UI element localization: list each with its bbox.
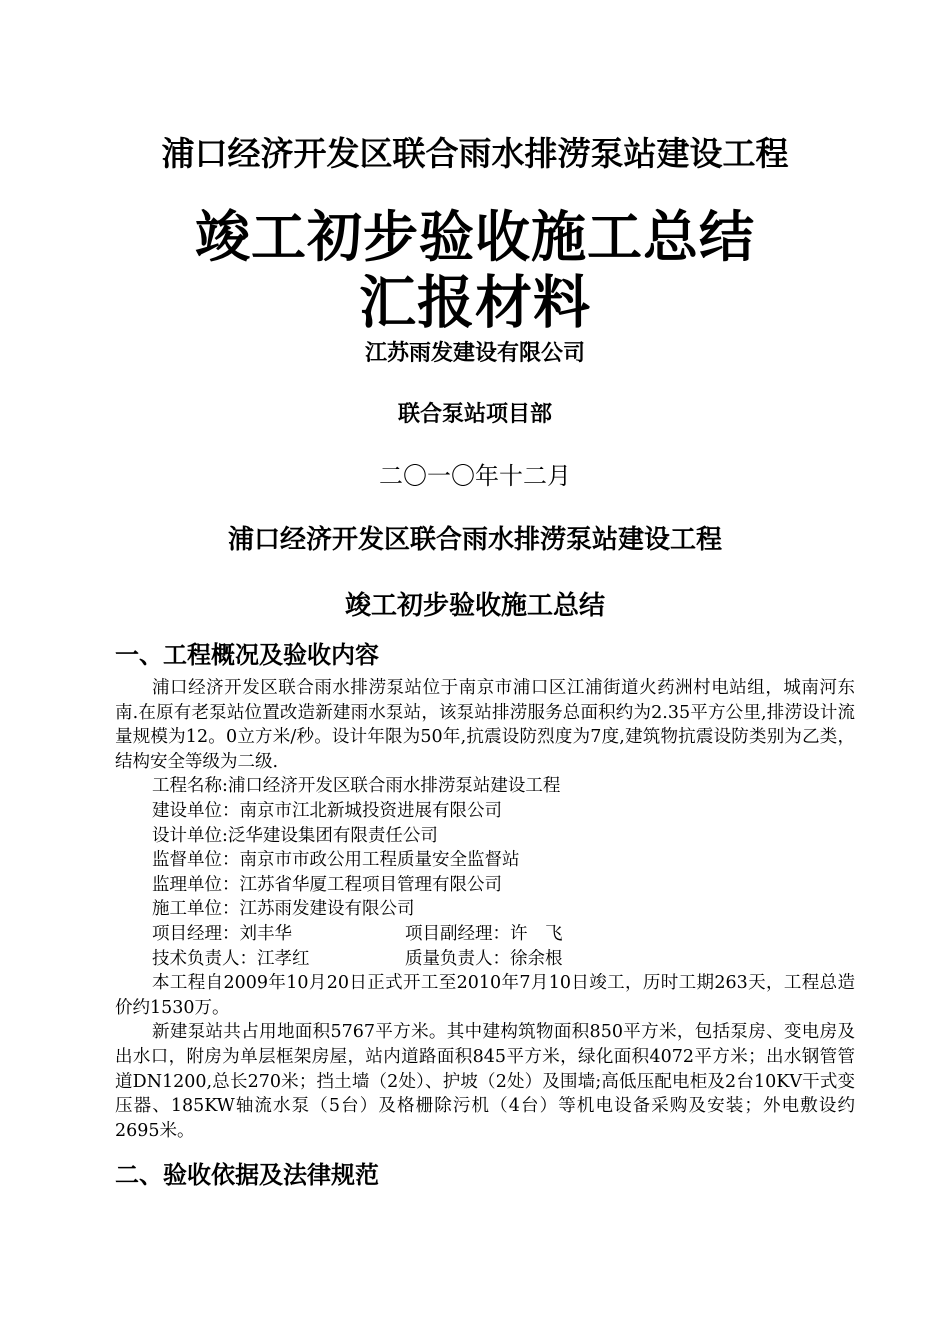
design-unit-line: 设计单位:泛华建设集团有限责任公司 [152, 825, 438, 846]
cover-department: 联合泵站项目部 [397, 401, 552, 427]
cover-date: 二〇一〇年十二月 [379, 462, 571, 490]
document-title-line1: 浦口经济开发区联合雨水排涝泵站建设工程 [227, 525, 722, 555]
cover-title-line1: 浦口经济开发区联合雨水排涝泵站建设工程 [161, 134, 789, 173]
quality-lead: 质量负责人：徐余根 [405, 948, 563, 969]
section-body-overview [115, 676, 855, 1143]
project-manager: 项目经理：刘丰华 [152, 923, 292, 944]
inspection-unit-line: 监理单位：江苏省华厦工程项目管理有限公司 [152, 874, 502, 895]
project-name-line: 工程名称:浦口经济开发区联合雨水排涝泵站建设工程 [152, 776, 561, 797]
paragraph-location: 浦口经济开发区联合雨水排涝泵站位于南京市浦口区江浦街道火药洲村电站组，城南河东南.在原有老泵站位置改造新建雨水泵站，该泵站排涝服务总面积约为2.35平方公里,排涝设计流量规模为12。0立方米/秒。设计年限为50年,抗震设防烈度为7度,建筑物抗震设防类别为乙类，结构安全等级为二级. [115, 678, 855, 772]
deputy-project-manager: 项目副经理：许 飞 [405, 923, 563, 944]
cover-title-line3: 汇报材料 [359, 269, 591, 336]
build-unit-line: 建设单位：南京市江北新城投资进展有限公司 [152, 800, 502, 821]
construction-unit-line: 施工单位：江苏雨发建设有限公司 [152, 899, 415, 920]
paragraph-schedule: 本工程自2009年10月20日正式开工至2010年7月10日竣工，历时工期263天，工程总造价约1530万。 [115, 973, 855, 1018]
manager-row [115, 922, 855, 947]
cover-company: 江苏雨发建设有限公司 [364, 340, 585, 366]
section-heading-basis: 二、验收依据及法律规范 [115, 1160, 379, 1189]
cover-title-line2: 竣工初步验收施工总结 [194, 204, 755, 269]
supervision-unit-line: 监督单位：南京市市政公用工程质量安全监督站 [152, 850, 520, 871]
document-title-line2: 竣工初步验收施工总结 [344, 591, 605, 621]
section-heading-overview: 一、工程概况及验收内容 [115, 640, 379, 669]
paragraph-scope: 新建泵站共占用地面积5767平方米。其中建构筑物面积850平方米，包括泵房、变电房及出水口，附房为单层框架房屋，站内道路面积845平方米，绿化面积4072平方米；出水钢管管道DN1200,总长270米；挡土墙（2处）、护坡（2处）及围墙;高低压配电柜及2台10KV干式变压器、185KW轴流水泵（5台）及格栅除污机（4台）等机电设备采购及安装；外电敷设约2695米。 [115, 1022, 855, 1141]
leads-row [115, 947, 855, 972]
technical-lead: 技术负责人：江孝红 [152, 948, 310, 969]
